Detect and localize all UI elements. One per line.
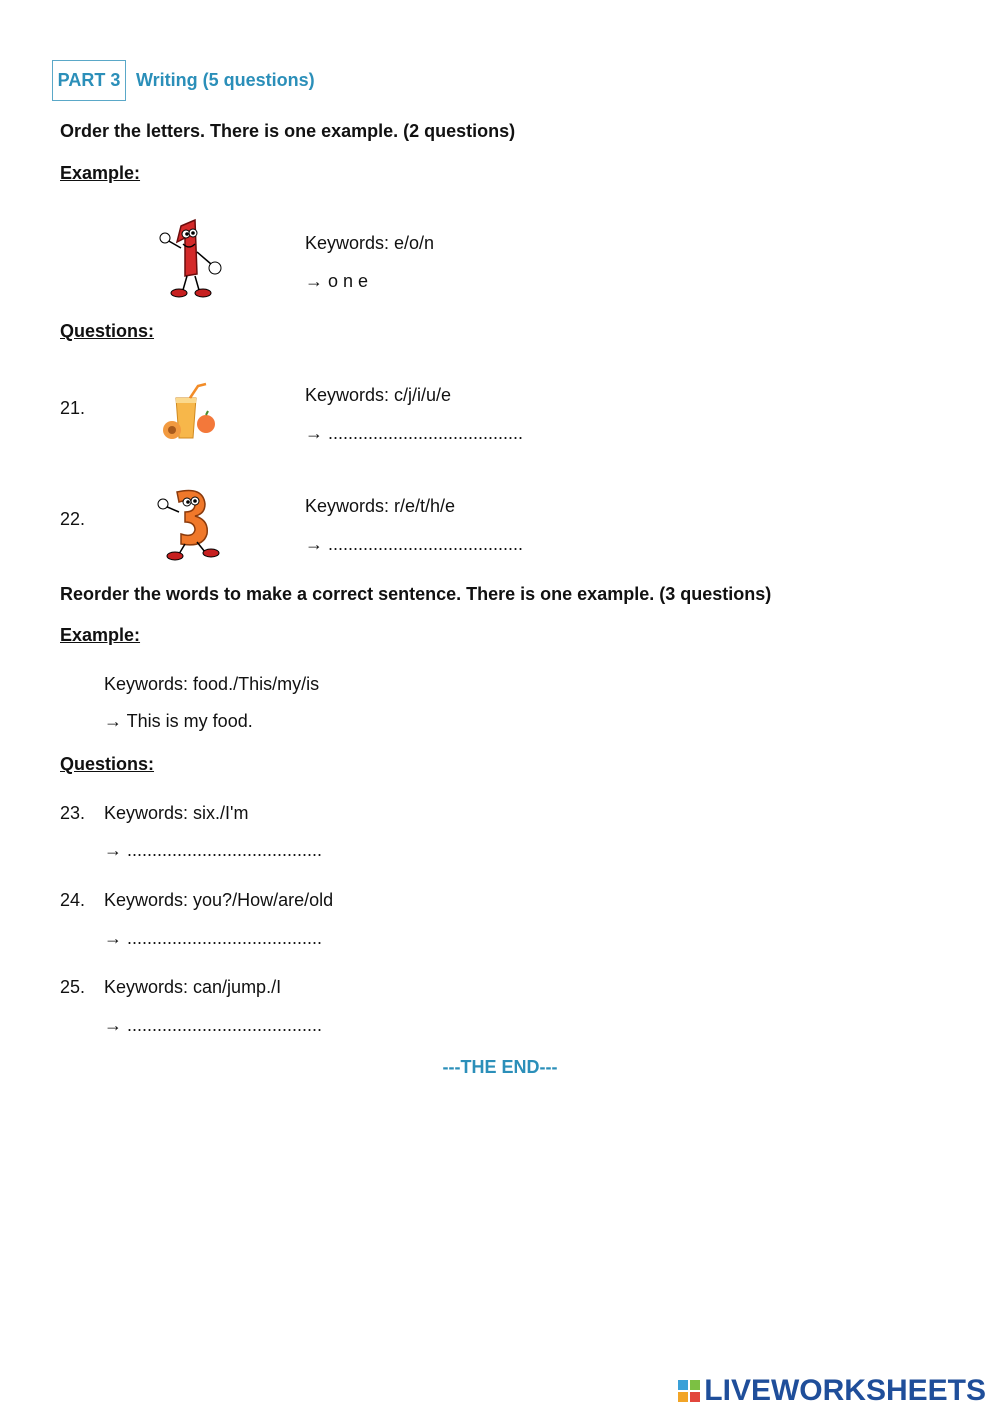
question-keywords: Keywords: r/e/t/h/e — [305, 496, 456, 516]
question-number: 24. — [60, 890, 86, 910]
section2-questions-heading: Questions: — [60, 754, 155, 774]
the-end-text: ---THE END--- — [442, 1057, 558, 1077]
number-three-cartoon-image — [155, 486, 227, 562]
question-keywords: Keywords: six./I'm — [104, 803, 249, 823]
section1-instruction: Order the letters. There is one example. (2 questions) — [60, 121, 516, 141]
question-number: 22. — [60, 509, 86, 529]
example1-answer: → o n e — [305, 271, 369, 291]
example2-keywords: Keywords: food./This/my/is — [104, 674, 320, 694]
section1-example-heading: Example: — [60, 163, 141, 183]
answer-blank[interactable]: → ....................................... — [305, 423, 524, 443]
section2-example-heading: Example: — [60, 625, 141, 645]
liveworksheets-logo[interactable] — [678, 1374, 986, 1408]
example1-keywords: Keywords: e/o/n — [305, 233, 435, 253]
section2-instruction: Reorder the words to make a correct sentence. There is one example. (3 questions) — [60, 584, 772, 604]
answer-blank[interactable]: → ....................................... — [104, 928, 323, 948]
question-number: 21. — [60, 398, 86, 418]
example2-answer: → This is my food. — [104, 711, 253, 731]
question-keywords: Keywords: you?/How/are/old — [104, 890, 334, 910]
answer-blank[interactable]: → ....................................... — [104, 1015, 323, 1035]
juice-glass-image — [160, 382, 222, 444]
question-number: 25. — [60, 977, 86, 997]
section1-questions-heading: Questions: — [60, 321, 155, 341]
answer-blank[interactable]: → ....................................... — [104, 840, 323, 860]
question-number: 23. — [60, 803, 86, 823]
number-one-cartoon-image — [155, 218, 227, 300]
part-label: PART 3 — [52, 60, 126, 101]
logo-text: LIVEWORKSHEETS — [704, 1374, 986, 1407]
question-keywords: Keywords: can/jump./I — [104, 977, 282, 997]
question-keywords: Keywords: c/j/i/u/e — [305, 385, 452, 405]
logo-icon — [678, 1380, 700, 1402]
part-title: Writing (5 questions) — [136, 70, 315, 90]
answer-blank[interactable]: → ....................................... — [305, 534, 524, 554]
